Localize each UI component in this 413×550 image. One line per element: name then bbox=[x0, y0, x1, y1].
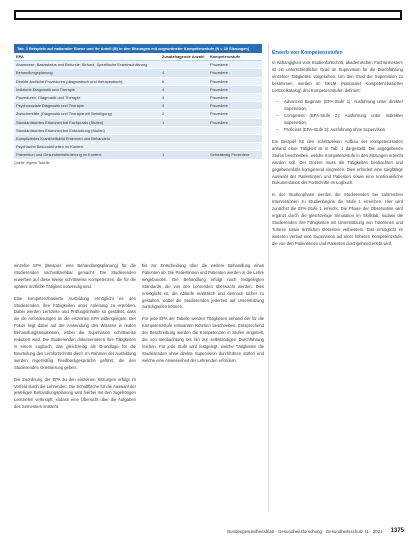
competence-list bbox=[272, 99, 403, 134]
list-item: – Advanced Beginner (EPA-Stufe 1): Ausführung unter direkter Supervision, bbox=[280, 99, 403, 113]
table-cell-num bbox=[160, 143, 208, 150]
table-cell-num bbox=[160, 127, 208, 134]
table-cell-num: 6 bbox=[162, 78, 165, 84]
journal-name: Bundesgesundheitsblatt · Gesundheitsforschung · Gesundheitsschutz 11 · 2021 bbox=[227, 528, 383, 534]
table-cell-lvl bbox=[208, 143, 262, 150]
left-para-1: einzelne EPA (Beispiel: eine Behandlungsplanung) für die Studierenden nachvollziehbar gemacht. Die Studierenden erwerben auf diese Weise schrittweise Kompetenzen, die für die spätere ärztliche Tätigkeit notwendig sind. bbox=[14, 263, 136, 289]
table-row bbox=[14, 135, 262, 143]
table-cell-epa: Prozeduren, Diagnostik und Therapie bbox=[16, 95, 81, 101]
table-cell-lvl: Prozedere bbox=[210, 86, 228, 92]
mid-para-2: Für jede EPA der Tabelle werden Tätigkeiten anhand der für die Kompetenzstufe relevanten Kriterien beschrieben. Entsprechend der Beschreibung werden die Kompetenzen in Stufen eingeteilt, die von Beobachtung bis hin zur selbständigen Durchführung reichen. Für jede Stufe wird festgelegt, welche Tätigkeiten die Studierenden ohne direkte Supervision durchführen dürfen und welche eine Anwesenheit der Lehrenden erfordern. bbox=[142, 316, 264, 363]
table-cell-num: 1 bbox=[162, 119, 165, 125]
table-row bbox=[14, 151, 262, 159]
table-row bbox=[14, 102, 262, 110]
table-cell-lvl bbox=[208, 127, 262, 134]
table-cell-lvl: Prozedere bbox=[210, 78, 228, 84]
right-para-1: In Abhängigkeit vom Studienfortschritt, akademischen Fachsemestern ist ein unterschiedlicher Grad an Supervision für die Durchführung einzelner Tätigkeiten vorgesehen. Um den Grad der Supervision zu bestimmen, werden im NKLM (Nationaler Kompetenzbasierter Lernzielkatalog) drei Kompetenzstufen definiert: bbox=[272, 59, 403, 93]
table-cell-num bbox=[160, 61, 208, 68]
header-lvl: Kompetenzstufe bbox=[210, 54, 241, 59]
table-cell-epa: Kompliziertes Krankheitsbild Erkennen und Behandeln bbox=[16, 136, 110, 142]
list-item: – Competent (EPA-Stufe 2): Ausführung unter indirekter Supervision, bbox=[280, 113, 403, 127]
table-cell-epa: Anamnese, Basisstatus und Befunde: Befund, Spezifische Ersteinschätzung bbox=[16, 62, 148, 68]
table-cell-lvl: Prozedere bbox=[210, 62, 228, 68]
header-num: Zusatzfragende Anzahl bbox=[162, 54, 205, 59]
table-cell-lvl bbox=[208, 135, 262, 142]
table-cell-epa: Standardisiertes Erkennen bei Entwicklung (Stufen) bbox=[16, 127, 105, 133]
table-cell-lvl: Selbständig Prozedere bbox=[210, 152, 250, 158]
table-row bbox=[14, 94, 262, 102]
table-cell-epa: Behandlungsplanung bbox=[16, 70, 53, 76]
section-heading: Erwerb von Kompetenzstufen bbox=[272, 50, 343, 56]
table-cell-epa: Prävention und Gesundheitsförderung im Kontext bbox=[16, 152, 102, 158]
table-cell-num bbox=[160, 135, 208, 142]
table-caption: Tab. 1 Beispiele auf nationaler Ebene und ihr Anteil (B) in den Sitzungen mit zugeordneter Kompetenzstufe (N = 10 Sitzungen) bbox=[14, 44, 262, 53]
table-row bbox=[14, 78, 262, 86]
table-cell-num: 4 bbox=[162, 70, 165, 76]
table-cell-num: 3 bbox=[162, 103, 165, 109]
table-row bbox=[14, 143, 262, 151]
list-item: – Proficient (EPA-Stufe 3): Ausführung ohne Supervision. bbox=[280, 127, 403, 134]
table-cell-lvl: Prozedere bbox=[210, 70, 228, 76]
table-row bbox=[14, 119, 262, 127]
table-cell-num: 1 bbox=[162, 152, 165, 158]
table-cell-num: 4 bbox=[162, 86, 165, 92]
table-cell-lvl: Prozedere bbox=[210, 119, 228, 125]
table-cell-lvl: Prozedere bbox=[210, 95, 228, 101]
mid-para-1: bis zur Entscheidung über die weitere Behandlung eines Patienten ab. Die Patientinnen und Patienten werden in die Lehre eingebunden. Die Behandlung erfolgt nach festgelegten Standards, die von den Lehrenden überwacht werden. Dies ermöglicht es, die Abläufe realistisch und dennoch sicher zu gestalten, wobei die Studierenden jederzeit auf Unterstützung zurückgreifen können. bbox=[142, 263, 264, 310]
table-body bbox=[14, 61, 262, 159]
table-row bbox=[14, 110, 262, 118]
column-divider bbox=[268, 44, 269, 512]
table-row bbox=[14, 69, 262, 77]
table-row bbox=[14, 61, 262, 69]
header-epa: EPA bbox=[16, 54, 24, 59]
table-footnote: Quelle: eigene Tabelle bbox=[14, 160, 50, 165]
table-cell-epa: Indizierte Diagnostik und Therapie bbox=[16, 86, 75, 92]
left-para-3: Die Zuordnung der EPA zu den einzelnen Sitzungen erfolgt im Vorfeld durch die Lehrenden. Die Schaltfläche für die Auswahl der jeweiligen Behandlungsplanung wird hierbei mit den zugehörigen Lernzielen verknüpft, sodass eine Übersicht über die Aufgaben des Semesters entsteht. bbox=[14, 376, 136, 410]
right-column bbox=[272, 50, 403, 253]
table-row bbox=[14, 86, 262, 94]
middle-column bbox=[142, 263, 264, 370]
table-header bbox=[14, 53, 262, 61]
table-cell-epa: Psychosoziale Diagnostik und Therapie bbox=[16, 103, 85, 109]
table-cell-num: 3 bbox=[162, 95, 165, 101]
page-footer bbox=[14, 528, 404, 534]
table-cell-epa: Standardisiertes Erkennen bei Fachpraxis (Stufen) bbox=[16, 119, 104, 125]
table-cell-epa: Zwischenfälle (Diagnostik und Therapie mit Beteiligung) bbox=[16, 111, 112, 117]
table-cell-lvl: Prozedere bbox=[210, 103, 228, 109]
left-column bbox=[14, 263, 136, 416]
right-para-3: In der Studienphase werden die Studierenden bei zahlreichen Interventionen zu Studienbeginn die Stufe 1 erreichen. Hier wird zunächst die EPA-Stufe 1 erreicht. Die Phase der Observation wird ergänzt durch die gleichzeitige Simulation im Skillslab, sodass die Studierenden ihre Fähigkeiten mit Unterstützung von Tutorinnen und Tutoren sowie ärztlichen Dozenten verbessern. Das ermöglicht im weiteren Verlauf eine Supervision auf einer höheren Kompetenzstufe, die von den Patientinnen und Patienten durchgehend erlebt wird. bbox=[272, 192, 403, 246]
table-cell-epa: Direkte ärztliche Prozeduren (diagnostisch und therapeutisch) bbox=[16, 78, 123, 84]
right-para-2: Ein Beispiel für den schrittweisen Aufbau der Kompetenzstufen anhand einer Tätigkeit ist in Tab. 1 dargestellt. Die angegebenen Stufen beschreiben, welche Kompetenzstufe in den Sitzungen erreicht werden soll. Der Dozent muss die Tätigkeiten beobachten und gegebenenfalls korrigierend eingreifen. Dies erfordert eine sorgfältige Auswahl der Patientinnen und Patienten sowie eine kontinuierliche Dokumentation der Fortschritte im Logbuch. bbox=[272, 138, 403, 186]
table-row bbox=[14, 127, 262, 135]
table-cell-epa: Psychische Besonderheiten im Kontext bbox=[16, 144, 84, 150]
left-para-2: Eine kompetenzbasierte Ausbildung ermöglicht es den Studierenden, ihre Fähigkeiten unter Anleitung zu erproben. Dabei werden Lernziele und Prüfungsinhalte so gestaltet, dass sie die Anforderungen an die einzelnen EPA widerspiegeln. Der Fokus liegt dabei auf der Anwendung des Wissens in realen Behandlungssituationen, wobei die Supervision schrittweise reduziert wird. Die Studierenden dokumentieren ihre Tätigkeiten in einem Logbuch, das gleichzeitig als Grundlage für die Beurteilung des Lernfortschritts dient. Im Rahmen der Ausbildung werden regelmäßig Feedbackgespräche geführt, die den Studierenden Orientierung geben. bbox=[14, 295, 136, 370]
table-cell-lvl: Prozedere bbox=[210, 111, 228, 117]
page-number: 1375 bbox=[390, 528, 404, 534]
table-cell-num: 2 bbox=[162, 111, 165, 117]
header-rule bbox=[14, 10, 402, 20]
epa-table bbox=[14, 44, 262, 166]
